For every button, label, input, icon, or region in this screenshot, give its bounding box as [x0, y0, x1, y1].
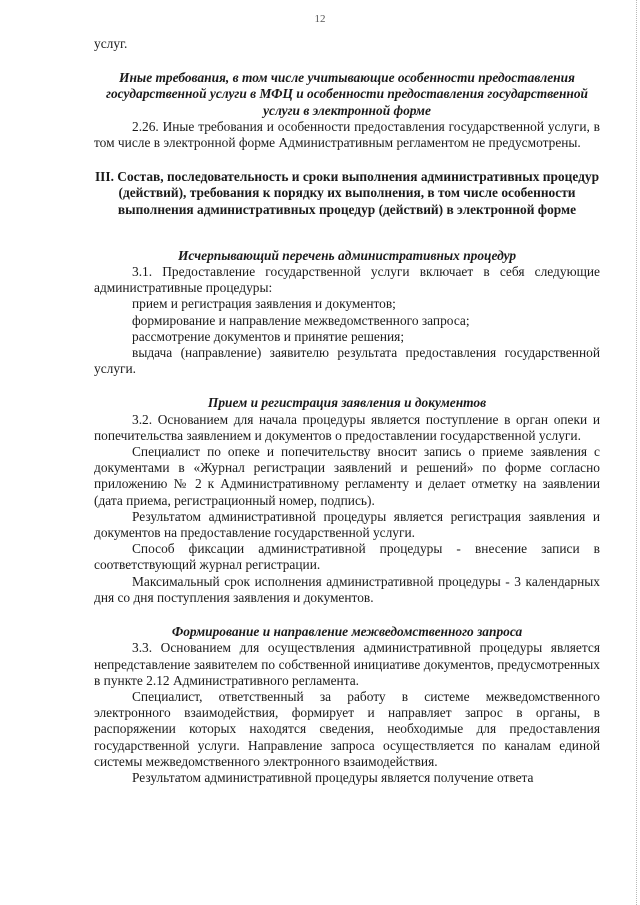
paragraph: 3.3. Основанием для осуществления административной процедуры является непредставление заявителем по собственной инициативе документов, предусмотренных в пункте 2.12 Административного регламента.	[94, 640, 600, 688]
paragraph: Максимальный срок исполнения административной процедуры - 3 календарных дня со дня поступления заявления и документов.	[94, 573, 600, 605]
section-heading: Прием и регистрация заявления и документов	[207, 395, 487, 411]
paragraph: Специалист, ответственный за работу в системе межведомственного электронного взаимодействия, формирует и направляет запрос в органы, в распоряжении которых находятся сведения, необходимые для предоставления государственной услуги. Направление запроса осуществляется по каналам единой системы межведомственного электронного взаимодействия.	[94, 688, 600, 769]
page-number: 12	[314, 13, 326, 25]
paragraph: Специалист по опеке и попечительству вносит запись о приеме заявления с документами в «Журнал регистрации заявлений и решений» по форме согласно приложению № 2 к Административному регламенту и делает отметку на заявлении (дата приема, регистрационный номер, подпись).	[94, 444, 600, 508]
chapter-heading: III. Состав, последовательность и сроки выполнения административных процедур (действий), требования к порядку их выполнения, в том числе особенности выполнения административных процедур (действий) в электронной форме	[94, 169, 600, 217]
paragraph: Результатом административной процедуры является регистрация заявления и документов на предоставление государственной услуги.	[94, 508, 600, 541]
section-heading: Формирование и направление межведомственного запроса	[171, 624, 523, 640]
paragraph: 3.1. Предоставление государственной услуги включает в себя следующие административные процедуры:	[94, 264, 600, 296]
spacer	[94, 606, 600, 624]
paragraph: 3.2. Основанием для начала процедуры является поступление в орган опеки и попечительства заявлением и документов о предоставлении государственной услуги.	[94, 411, 600, 443]
section-heading: Исчерпывающий перечень административных процедур	[177, 247, 517, 263]
document-body	[94, 36, 600, 786]
paragraph: услуг.	[94, 36, 128, 51]
spacer	[94, 151, 600, 169]
spacer	[94, 377, 600, 395]
list-item: прием и регистрация заявления и документов;	[132, 296, 396, 312]
paragraph: Результатом административной процедуры является получение ответа	[132, 769, 534, 785]
list-item: формирование и направление межведомственного запроса;	[132, 312, 470, 328]
spacer	[94, 230, 600, 248]
paragraph: 2.26. Иные требования и особенности предоставления государственной услуги, в том числе в электронной форме Административным регламентом не предусмотрены.	[94, 118, 600, 151]
page-edge	[635, 0, 637, 905]
paragraph: Способ фиксации административной процедуры - внесение записи в соответствующий журнал регистрации.	[94, 541, 600, 573]
section-heading: Иные требования, в том числе учитывающие особенности предоставления государственной услуги в МФЦ и особенности предоставления государственной услуги в электронной форме	[106, 70, 588, 118]
list-item: рассмотрение документов и принятие решения;	[132, 328, 405, 344]
spacer	[94, 218, 600, 230]
spacer	[94, 52, 600, 70]
paragraph: выдача (направление) заявителю результата предоставления государственной услуги.	[94, 345, 600, 377]
